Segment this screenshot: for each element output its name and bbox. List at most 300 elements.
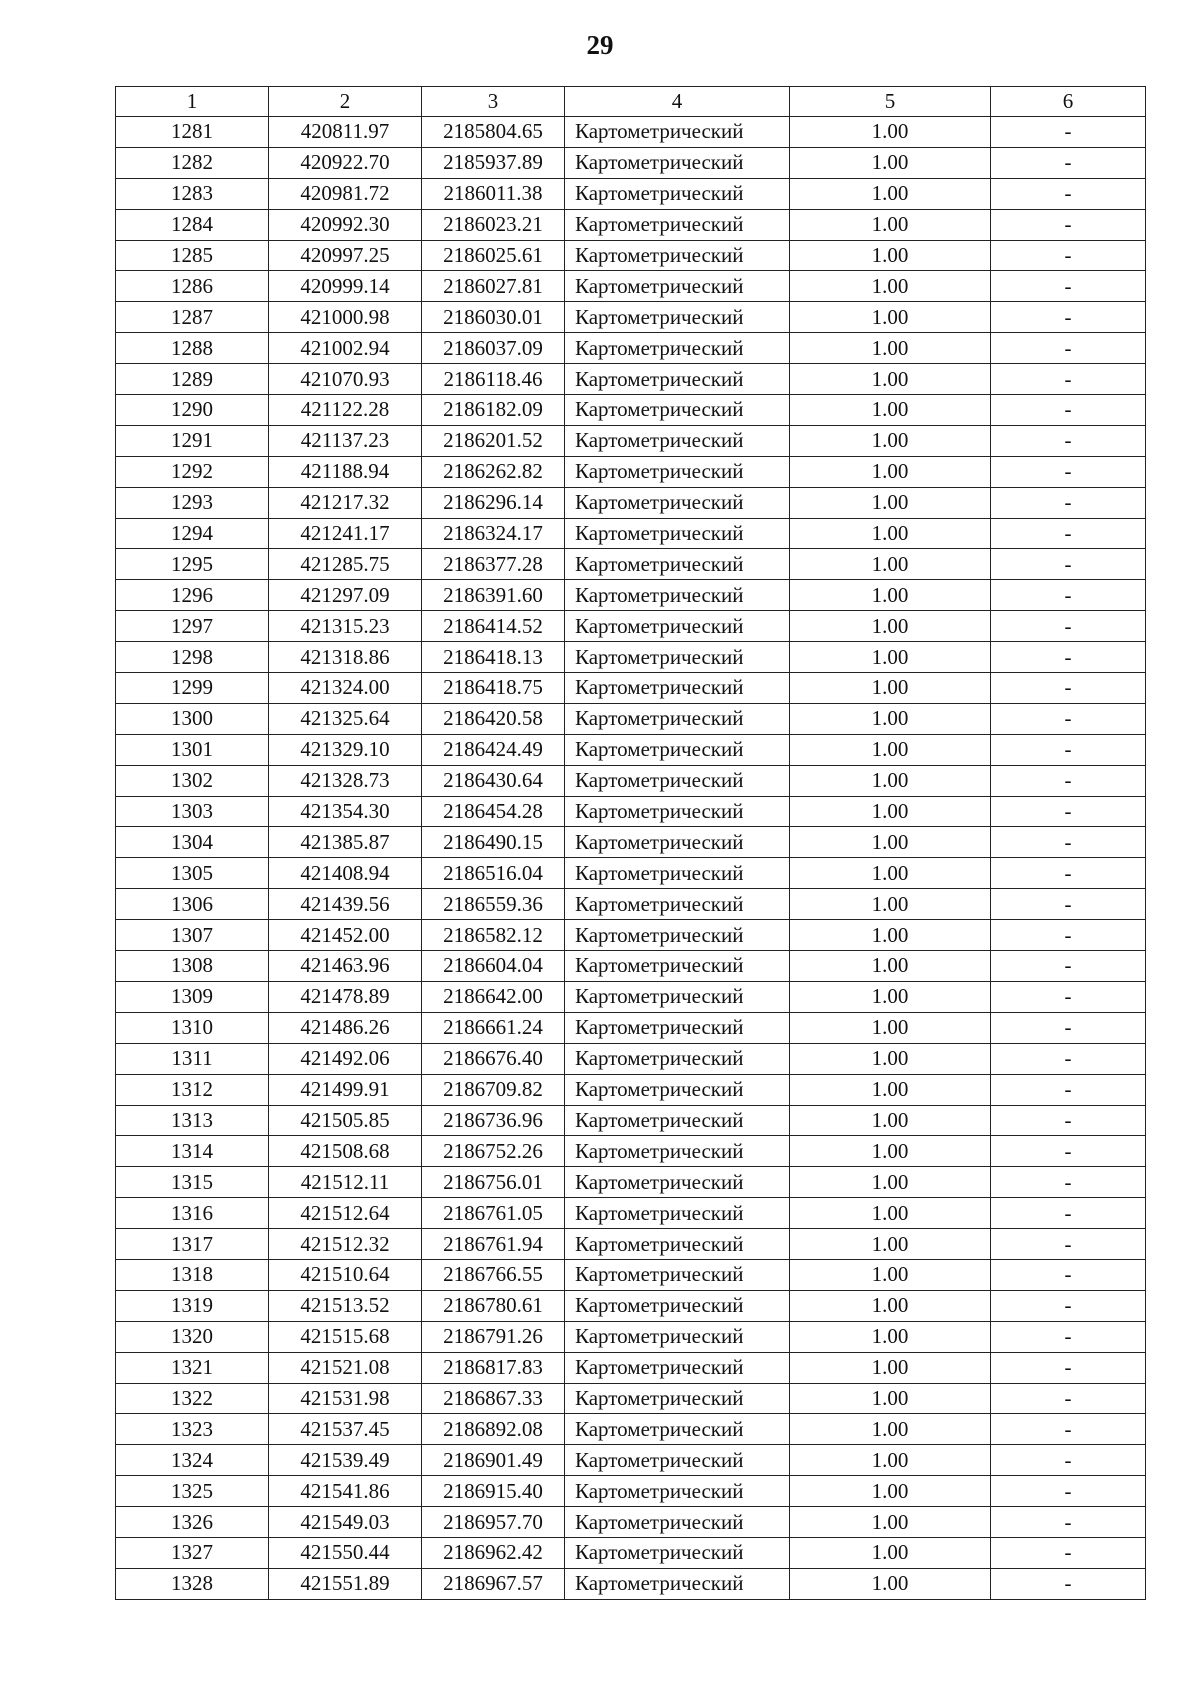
table-row bbox=[116, 734, 1146, 765]
description-cell: - bbox=[991, 1414, 1146, 1445]
table-row bbox=[116, 1290, 1146, 1321]
table-row bbox=[116, 1167, 1146, 1198]
description-cell: - bbox=[991, 209, 1146, 240]
description-cell: - bbox=[991, 1445, 1146, 1476]
table-header bbox=[116, 87, 1146, 117]
method-cell: Картометрический bbox=[565, 858, 790, 889]
method-cell: Картометрический bbox=[565, 425, 790, 456]
description-cell: - bbox=[991, 487, 1146, 518]
method-cell: Картометрический bbox=[565, 1290, 790, 1321]
y-coordinate-cell: 2186962.42 bbox=[422, 1537, 565, 1568]
table-row bbox=[116, 1383, 1146, 1414]
accuracy-cell: 1.00 bbox=[790, 1290, 991, 1321]
method-cell: Картометрический bbox=[565, 271, 790, 302]
point-number-cell: 1324 bbox=[116, 1445, 269, 1476]
method-cell: Картометрический bbox=[565, 240, 790, 271]
y-coordinate-cell: 2186420.58 bbox=[422, 703, 565, 734]
accuracy-cell: 1.00 bbox=[790, 1321, 991, 1352]
x-coordinate-cell: 421551.89 bbox=[269, 1568, 422, 1599]
accuracy-cell: 1.00 bbox=[790, 1507, 991, 1538]
accuracy-cell: 1.00 bbox=[790, 1537, 991, 1568]
point-number-cell: 1315 bbox=[116, 1167, 269, 1198]
description-cell: - bbox=[991, 271, 1146, 302]
table-row bbox=[116, 1012, 1146, 1043]
accuracy-cell: 1.00 bbox=[790, 117, 991, 148]
description-cell: - bbox=[991, 1105, 1146, 1136]
point-number-cell: 1309 bbox=[116, 981, 269, 1012]
x-coordinate-cell: 421512.64 bbox=[269, 1198, 422, 1229]
x-coordinate-cell: 421324.00 bbox=[269, 673, 422, 704]
accuracy-cell: 1.00 bbox=[790, 1229, 991, 1260]
y-coordinate-cell: 2186761.05 bbox=[422, 1198, 565, 1229]
page-number: 29 bbox=[586, 30, 614, 60]
table-row bbox=[116, 673, 1146, 704]
header-row bbox=[116, 87, 1146, 117]
description-cell: - bbox=[991, 642, 1146, 673]
table-row bbox=[116, 889, 1146, 920]
table-row bbox=[116, 580, 1146, 611]
x-coordinate-cell: 420981.72 bbox=[269, 178, 422, 209]
point-number-cell: 1325 bbox=[116, 1476, 269, 1507]
y-coordinate-cell: 2186516.04 bbox=[422, 858, 565, 889]
y-coordinate-cell: 2186676.40 bbox=[422, 1043, 565, 1074]
x-coordinate-cell: 421486.26 bbox=[269, 1012, 422, 1043]
description-cell: - bbox=[991, 395, 1146, 426]
method-cell: Картометрический bbox=[565, 1568, 790, 1599]
point-number-cell: 1283 bbox=[116, 178, 269, 209]
point-number-cell: 1286 bbox=[116, 271, 269, 302]
description-cell: - bbox=[991, 1167, 1146, 1198]
method-cell: Картометрический bbox=[565, 333, 790, 364]
method-cell: Картометрический bbox=[565, 951, 790, 982]
y-coordinate-cell: 2186025.61 bbox=[422, 240, 565, 271]
y-coordinate-cell: 2186391.60 bbox=[422, 580, 565, 611]
description-cell: - bbox=[991, 1198, 1146, 1229]
table-row bbox=[116, 271, 1146, 302]
point-number-cell: 1310 bbox=[116, 1012, 269, 1043]
description-cell: - bbox=[991, 456, 1146, 487]
accuracy-cell: 1.00 bbox=[790, 1198, 991, 1229]
point-number-cell: 1306 bbox=[116, 889, 269, 920]
accuracy-cell: 1.00 bbox=[790, 1568, 991, 1599]
table-row bbox=[116, 1136, 1146, 1167]
header-col-3: 3 bbox=[422, 87, 565, 117]
accuracy-cell: 1.00 bbox=[790, 333, 991, 364]
description-cell: - bbox=[991, 580, 1146, 611]
accuracy-cell: 1.00 bbox=[790, 580, 991, 611]
accuracy-cell: 1.00 bbox=[790, 456, 991, 487]
description-cell: - bbox=[991, 1383, 1146, 1414]
y-coordinate-cell: 2186780.61 bbox=[422, 1290, 565, 1321]
y-coordinate-cell: 2186661.24 bbox=[422, 1012, 565, 1043]
method-cell: Картометрический bbox=[565, 209, 790, 240]
method-cell: Картометрический bbox=[565, 1198, 790, 1229]
accuracy-cell: 1.00 bbox=[790, 1167, 991, 1198]
accuracy-cell: 1.00 bbox=[790, 611, 991, 642]
description-cell: - bbox=[991, 951, 1146, 982]
y-coordinate-cell: 2186182.09 bbox=[422, 395, 565, 426]
table-row bbox=[116, 333, 1146, 364]
accuracy-cell: 1.00 bbox=[790, 364, 991, 395]
point-number-cell: 1296 bbox=[116, 580, 269, 611]
y-coordinate-cell: 2186011.38 bbox=[422, 178, 565, 209]
x-coordinate-cell: 421463.96 bbox=[269, 951, 422, 982]
table-row bbox=[116, 1507, 1146, 1538]
table-row bbox=[116, 1229, 1146, 1260]
description-cell: - bbox=[991, 333, 1146, 364]
description-cell: - bbox=[991, 240, 1146, 271]
x-coordinate-cell: 421512.32 bbox=[269, 1229, 422, 1260]
accuracy-cell: 1.00 bbox=[790, 1105, 991, 1136]
point-number-cell: 1295 bbox=[116, 549, 269, 580]
table-row bbox=[116, 364, 1146, 395]
table-row bbox=[116, 1321, 1146, 1352]
x-coordinate-cell: 421325.64 bbox=[269, 703, 422, 734]
y-coordinate-cell: 2186867.33 bbox=[422, 1383, 565, 1414]
table-body bbox=[116, 117, 1146, 1600]
table-row bbox=[116, 765, 1146, 796]
method-cell: Картометрический bbox=[565, 178, 790, 209]
table-row bbox=[116, 240, 1146, 271]
accuracy-cell: 1.00 bbox=[790, 271, 991, 302]
point-number-cell: 1288 bbox=[116, 333, 269, 364]
point-number-cell: 1317 bbox=[116, 1229, 269, 1260]
x-coordinate-cell: 421137.23 bbox=[269, 425, 422, 456]
table-row bbox=[116, 1537, 1146, 1568]
y-coordinate-cell: 2186418.75 bbox=[422, 673, 565, 704]
method-cell: Картометрический bbox=[565, 642, 790, 673]
header-col-1: 1 bbox=[116, 87, 269, 117]
table-row bbox=[116, 117, 1146, 148]
y-coordinate-cell: 2186037.09 bbox=[422, 333, 565, 364]
table-row bbox=[116, 1476, 1146, 1507]
header-col-5: 5 bbox=[790, 87, 991, 117]
y-coordinate-cell: 2186892.08 bbox=[422, 1414, 565, 1445]
table-row bbox=[116, 518, 1146, 549]
y-coordinate-cell: 2186582.12 bbox=[422, 920, 565, 951]
y-coordinate-cell: 2186377.28 bbox=[422, 549, 565, 580]
x-coordinate-cell: 421217.32 bbox=[269, 487, 422, 518]
method-cell: Картометрический bbox=[565, 1537, 790, 1568]
point-number-cell: 1318 bbox=[116, 1259, 269, 1290]
x-coordinate-cell: 421508.68 bbox=[269, 1136, 422, 1167]
point-number-cell: 1320 bbox=[116, 1321, 269, 1352]
accuracy-cell: 1.00 bbox=[790, 518, 991, 549]
accuracy-cell: 1.00 bbox=[790, 147, 991, 178]
accuracy-cell: 1.00 bbox=[790, 796, 991, 827]
description-cell: - bbox=[991, 827, 1146, 858]
table-row bbox=[116, 1445, 1146, 1476]
table-row bbox=[116, 703, 1146, 734]
method-cell: Картометрический bbox=[565, 580, 790, 611]
accuracy-cell: 1.00 bbox=[790, 1445, 991, 1476]
description-cell: - bbox=[991, 1259, 1146, 1290]
method-cell: Картометрический bbox=[565, 1321, 790, 1352]
x-coordinate-cell: 421328.73 bbox=[269, 765, 422, 796]
y-coordinate-cell: 2186761.94 bbox=[422, 1229, 565, 1260]
point-number-cell: 1308 bbox=[116, 951, 269, 982]
description-cell: - bbox=[991, 425, 1146, 456]
x-coordinate-cell: 421000.98 bbox=[269, 302, 422, 333]
description-cell: - bbox=[991, 611, 1146, 642]
x-coordinate-cell: 420922.70 bbox=[269, 147, 422, 178]
point-number-cell: 1301 bbox=[116, 734, 269, 765]
description-cell: - bbox=[991, 549, 1146, 580]
point-number-cell: 1311 bbox=[116, 1043, 269, 1074]
table-row bbox=[116, 178, 1146, 209]
table-row bbox=[116, 1568, 1146, 1599]
description-cell: - bbox=[991, 1136, 1146, 1167]
accuracy-cell: 1.00 bbox=[790, 1012, 991, 1043]
method-cell: Картометрический bbox=[565, 1507, 790, 1538]
point-number-cell: 1287 bbox=[116, 302, 269, 333]
table-row bbox=[116, 1074, 1146, 1105]
y-coordinate-cell: 2186201.52 bbox=[422, 425, 565, 456]
method-cell: Картометрический bbox=[565, 1074, 790, 1105]
x-coordinate-cell: 421512.11 bbox=[269, 1167, 422, 1198]
point-number-cell: 1292 bbox=[116, 456, 269, 487]
header-col-4: 4 bbox=[565, 87, 790, 117]
accuracy-cell: 1.00 bbox=[790, 1043, 991, 1074]
point-number-cell: 1300 bbox=[116, 703, 269, 734]
accuracy-cell: 1.00 bbox=[790, 1259, 991, 1290]
accuracy-cell: 1.00 bbox=[790, 765, 991, 796]
point-number-cell: 1313 bbox=[116, 1105, 269, 1136]
description-cell: - bbox=[991, 302, 1146, 333]
x-coordinate-cell: 421315.23 bbox=[269, 611, 422, 642]
description-cell: - bbox=[991, 920, 1146, 951]
description-cell: - bbox=[991, 1507, 1146, 1538]
y-coordinate-cell: 2186324.17 bbox=[422, 518, 565, 549]
y-coordinate-cell: 2185937.89 bbox=[422, 147, 565, 178]
table-row bbox=[116, 487, 1146, 518]
method-cell: Картометрический bbox=[565, 364, 790, 395]
method-cell: Картометрический bbox=[565, 147, 790, 178]
x-coordinate-cell: 421122.28 bbox=[269, 395, 422, 426]
x-coordinate-cell: 420999.14 bbox=[269, 271, 422, 302]
table-row bbox=[116, 858, 1146, 889]
method-cell: Картометрический bbox=[565, 1043, 790, 1074]
x-coordinate-cell: 421188.94 bbox=[269, 456, 422, 487]
accuracy-cell: 1.00 bbox=[790, 240, 991, 271]
point-number-cell: 1319 bbox=[116, 1290, 269, 1321]
method-cell: Картометрический bbox=[565, 1445, 790, 1476]
accuracy-cell: 1.00 bbox=[790, 981, 991, 1012]
accuracy-cell: 1.00 bbox=[790, 827, 991, 858]
description-cell: - bbox=[991, 765, 1146, 796]
table-row bbox=[116, 951, 1146, 982]
y-coordinate-cell: 2186424.49 bbox=[422, 734, 565, 765]
method-cell: Картометрический bbox=[565, 703, 790, 734]
method-cell: Картометрический bbox=[565, 1352, 790, 1383]
description-cell: - bbox=[991, 858, 1146, 889]
accuracy-cell: 1.00 bbox=[790, 302, 991, 333]
y-coordinate-cell: 2185804.65 bbox=[422, 117, 565, 148]
x-coordinate-cell: 421408.94 bbox=[269, 858, 422, 889]
table-row bbox=[116, 425, 1146, 456]
x-coordinate-cell: 421515.68 bbox=[269, 1321, 422, 1352]
method-cell: Картометрический bbox=[565, 734, 790, 765]
point-number-cell: 1284 bbox=[116, 209, 269, 240]
x-coordinate-cell: 420811.97 bbox=[269, 117, 422, 148]
method-cell: Картометрический bbox=[565, 1136, 790, 1167]
method-cell: Картометрический bbox=[565, 302, 790, 333]
description-cell: - bbox=[991, 1476, 1146, 1507]
point-number-cell: 1299 bbox=[116, 673, 269, 704]
method-cell: Картометрический bbox=[565, 117, 790, 148]
method-cell: Картометрический bbox=[565, 796, 790, 827]
point-number-cell: 1316 bbox=[116, 1198, 269, 1229]
y-coordinate-cell: 2186752.26 bbox=[422, 1136, 565, 1167]
accuracy-cell: 1.00 bbox=[790, 673, 991, 704]
method-cell: Картометрический bbox=[565, 920, 790, 951]
accuracy-cell: 1.00 bbox=[790, 1383, 991, 1414]
method-cell: Картометрический bbox=[565, 487, 790, 518]
method-cell: Картометрический bbox=[565, 456, 790, 487]
x-coordinate-cell: 421510.64 bbox=[269, 1259, 422, 1290]
description-cell: - bbox=[991, 147, 1146, 178]
y-coordinate-cell: 2186604.04 bbox=[422, 951, 565, 982]
table-row bbox=[116, 395, 1146, 426]
point-number-cell: 1314 bbox=[116, 1136, 269, 1167]
accuracy-cell: 1.00 bbox=[790, 425, 991, 456]
y-coordinate-cell: 2186791.26 bbox=[422, 1321, 565, 1352]
table-row bbox=[116, 642, 1146, 673]
y-coordinate-cell: 2186490.15 bbox=[422, 827, 565, 858]
method-cell: Картометрический bbox=[565, 1476, 790, 1507]
method-cell: Картометрический bbox=[565, 1383, 790, 1414]
point-number-cell: 1304 bbox=[116, 827, 269, 858]
point-number-cell: 1297 bbox=[116, 611, 269, 642]
point-number-cell: 1289 bbox=[116, 364, 269, 395]
table-row bbox=[116, 920, 1146, 951]
y-coordinate-cell: 2186736.96 bbox=[422, 1105, 565, 1136]
x-coordinate-cell: 421297.09 bbox=[269, 580, 422, 611]
point-number-cell: 1298 bbox=[116, 642, 269, 673]
y-coordinate-cell: 2186027.81 bbox=[422, 271, 565, 302]
y-coordinate-cell: 2186817.83 bbox=[422, 1352, 565, 1383]
table-row bbox=[116, 1043, 1146, 1074]
description-cell: - bbox=[991, 518, 1146, 549]
y-coordinate-cell: 2186915.40 bbox=[422, 1476, 565, 1507]
x-coordinate-cell: 421354.30 bbox=[269, 796, 422, 827]
description-cell: - bbox=[991, 178, 1146, 209]
header-col-6: 6 bbox=[991, 87, 1146, 117]
method-cell: Картометрический bbox=[565, 518, 790, 549]
point-number-cell: 1328 bbox=[116, 1568, 269, 1599]
accuracy-cell: 1.00 bbox=[790, 549, 991, 580]
accuracy-cell: 1.00 bbox=[790, 920, 991, 951]
x-coordinate-cell: 421002.94 bbox=[269, 333, 422, 364]
accuracy-cell: 1.00 bbox=[790, 703, 991, 734]
table-row bbox=[116, 1198, 1146, 1229]
table-row bbox=[116, 147, 1146, 178]
y-coordinate-cell: 2186642.00 bbox=[422, 981, 565, 1012]
point-number-cell: 1323 bbox=[116, 1414, 269, 1445]
point-number-cell: 1327 bbox=[116, 1537, 269, 1568]
method-cell: Картометрический bbox=[565, 549, 790, 580]
accuracy-cell: 1.00 bbox=[790, 395, 991, 426]
table-row bbox=[116, 209, 1146, 240]
description-cell: - bbox=[991, 1043, 1146, 1074]
point-number-cell: 1302 bbox=[116, 765, 269, 796]
y-coordinate-cell: 2186454.28 bbox=[422, 796, 565, 827]
x-coordinate-cell: 421478.89 bbox=[269, 981, 422, 1012]
accuracy-cell: 1.00 bbox=[790, 889, 991, 920]
y-coordinate-cell: 2186901.49 bbox=[422, 1445, 565, 1476]
description-cell: - bbox=[991, 673, 1146, 704]
table-row bbox=[116, 456, 1146, 487]
x-coordinate-cell: 421537.45 bbox=[269, 1414, 422, 1445]
point-number-cell: 1322 bbox=[116, 1383, 269, 1414]
x-coordinate-cell: 421541.86 bbox=[269, 1476, 422, 1507]
method-cell: Картометрический bbox=[565, 1259, 790, 1290]
description-cell: - bbox=[991, 364, 1146, 395]
method-cell: Картометрический bbox=[565, 1414, 790, 1445]
table-row bbox=[116, 981, 1146, 1012]
header-col-2: 2 bbox=[269, 87, 422, 117]
y-coordinate-cell: 2186030.01 bbox=[422, 302, 565, 333]
y-coordinate-cell: 2186023.21 bbox=[422, 209, 565, 240]
accuracy-cell: 1.00 bbox=[790, 209, 991, 240]
point-number-cell: 1294 bbox=[116, 518, 269, 549]
description-cell: - bbox=[991, 1012, 1146, 1043]
method-cell: Картометрический bbox=[565, 889, 790, 920]
description-cell: - bbox=[991, 1537, 1146, 1568]
method-cell: Картометрический bbox=[565, 611, 790, 642]
method-cell: Картометрический bbox=[565, 395, 790, 426]
description-cell: - bbox=[991, 1229, 1146, 1260]
y-coordinate-cell: 2186262.82 bbox=[422, 456, 565, 487]
accuracy-cell: 1.00 bbox=[790, 858, 991, 889]
x-coordinate-cell: 421385.87 bbox=[269, 827, 422, 858]
x-coordinate-cell: 421241.17 bbox=[269, 518, 422, 549]
method-cell: Картометрический bbox=[565, 1229, 790, 1260]
accuracy-cell: 1.00 bbox=[790, 1352, 991, 1383]
y-coordinate-cell: 2186559.36 bbox=[422, 889, 565, 920]
x-coordinate-cell: 420992.30 bbox=[269, 209, 422, 240]
description-cell: - bbox=[991, 1074, 1146, 1105]
table-row bbox=[116, 796, 1146, 827]
accuracy-cell: 1.00 bbox=[790, 1476, 991, 1507]
accuracy-cell: 1.00 bbox=[790, 951, 991, 982]
x-coordinate-cell: 420997.25 bbox=[269, 240, 422, 271]
x-coordinate-cell: 421505.85 bbox=[269, 1105, 422, 1136]
x-coordinate-cell: 421521.08 bbox=[269, 1352, 422, 1383]
point-number-cell: 1303 bbox=[116, 796, 269, 827]
table-row bbox=[116, 827, 1146, 858]
x-coordinate-cell: 421513.52 bbox=[269, 1290, 422, 1321]
coordinates-table bbox=[115, 86, 1146, 1600]
x-coordinate-cell: 421549.03 bbox=[269, 1507, 422, 1538]
method-cell: Картометрический bbox=[565, 981, 790, 1012]
accuracy-cell: 1.00 bbox=[790, 1414, 991, 1445]
y-coordinate-cell: 2186766.55 bbox=[422, 1259, 565, 1290]
point-number-cell: 1307 bbox=[116, 920, 269, 951]
method-cell: Картометрический bbox=[565, 1167, 790, 1198]
accuracy-cell: 1.00 bbox=[790, 734, 991, 765]
description-cell: - bbox=[991, 1290, 1146, 1321]
table-row bbox=[116, 1259, 1146, 1290]
accuracy-cell: 1.00 bbox=[790, 178, 991, 209]
accuracy-cell: 1.00 bbox=[790, 642, 991, 673]
x-coordinate-cell: 421318.86 bbox=[269, 642, 422, 673]
x-coordinate-cell: 421550.44 bbox=[269, 1537, 422, 1568]
x-coordinate-cell: 421285.75 bbox=[269, 549, 422, 580]
x-coordinate-cell: 421492.06 bbox=[269, 1043, 422, 1074]
point-number-cell: 1312 bbox=[116, 1074, 269, 1105]
point-number-cell: 1326 bbox=[116, 1507, 269, 1538]
